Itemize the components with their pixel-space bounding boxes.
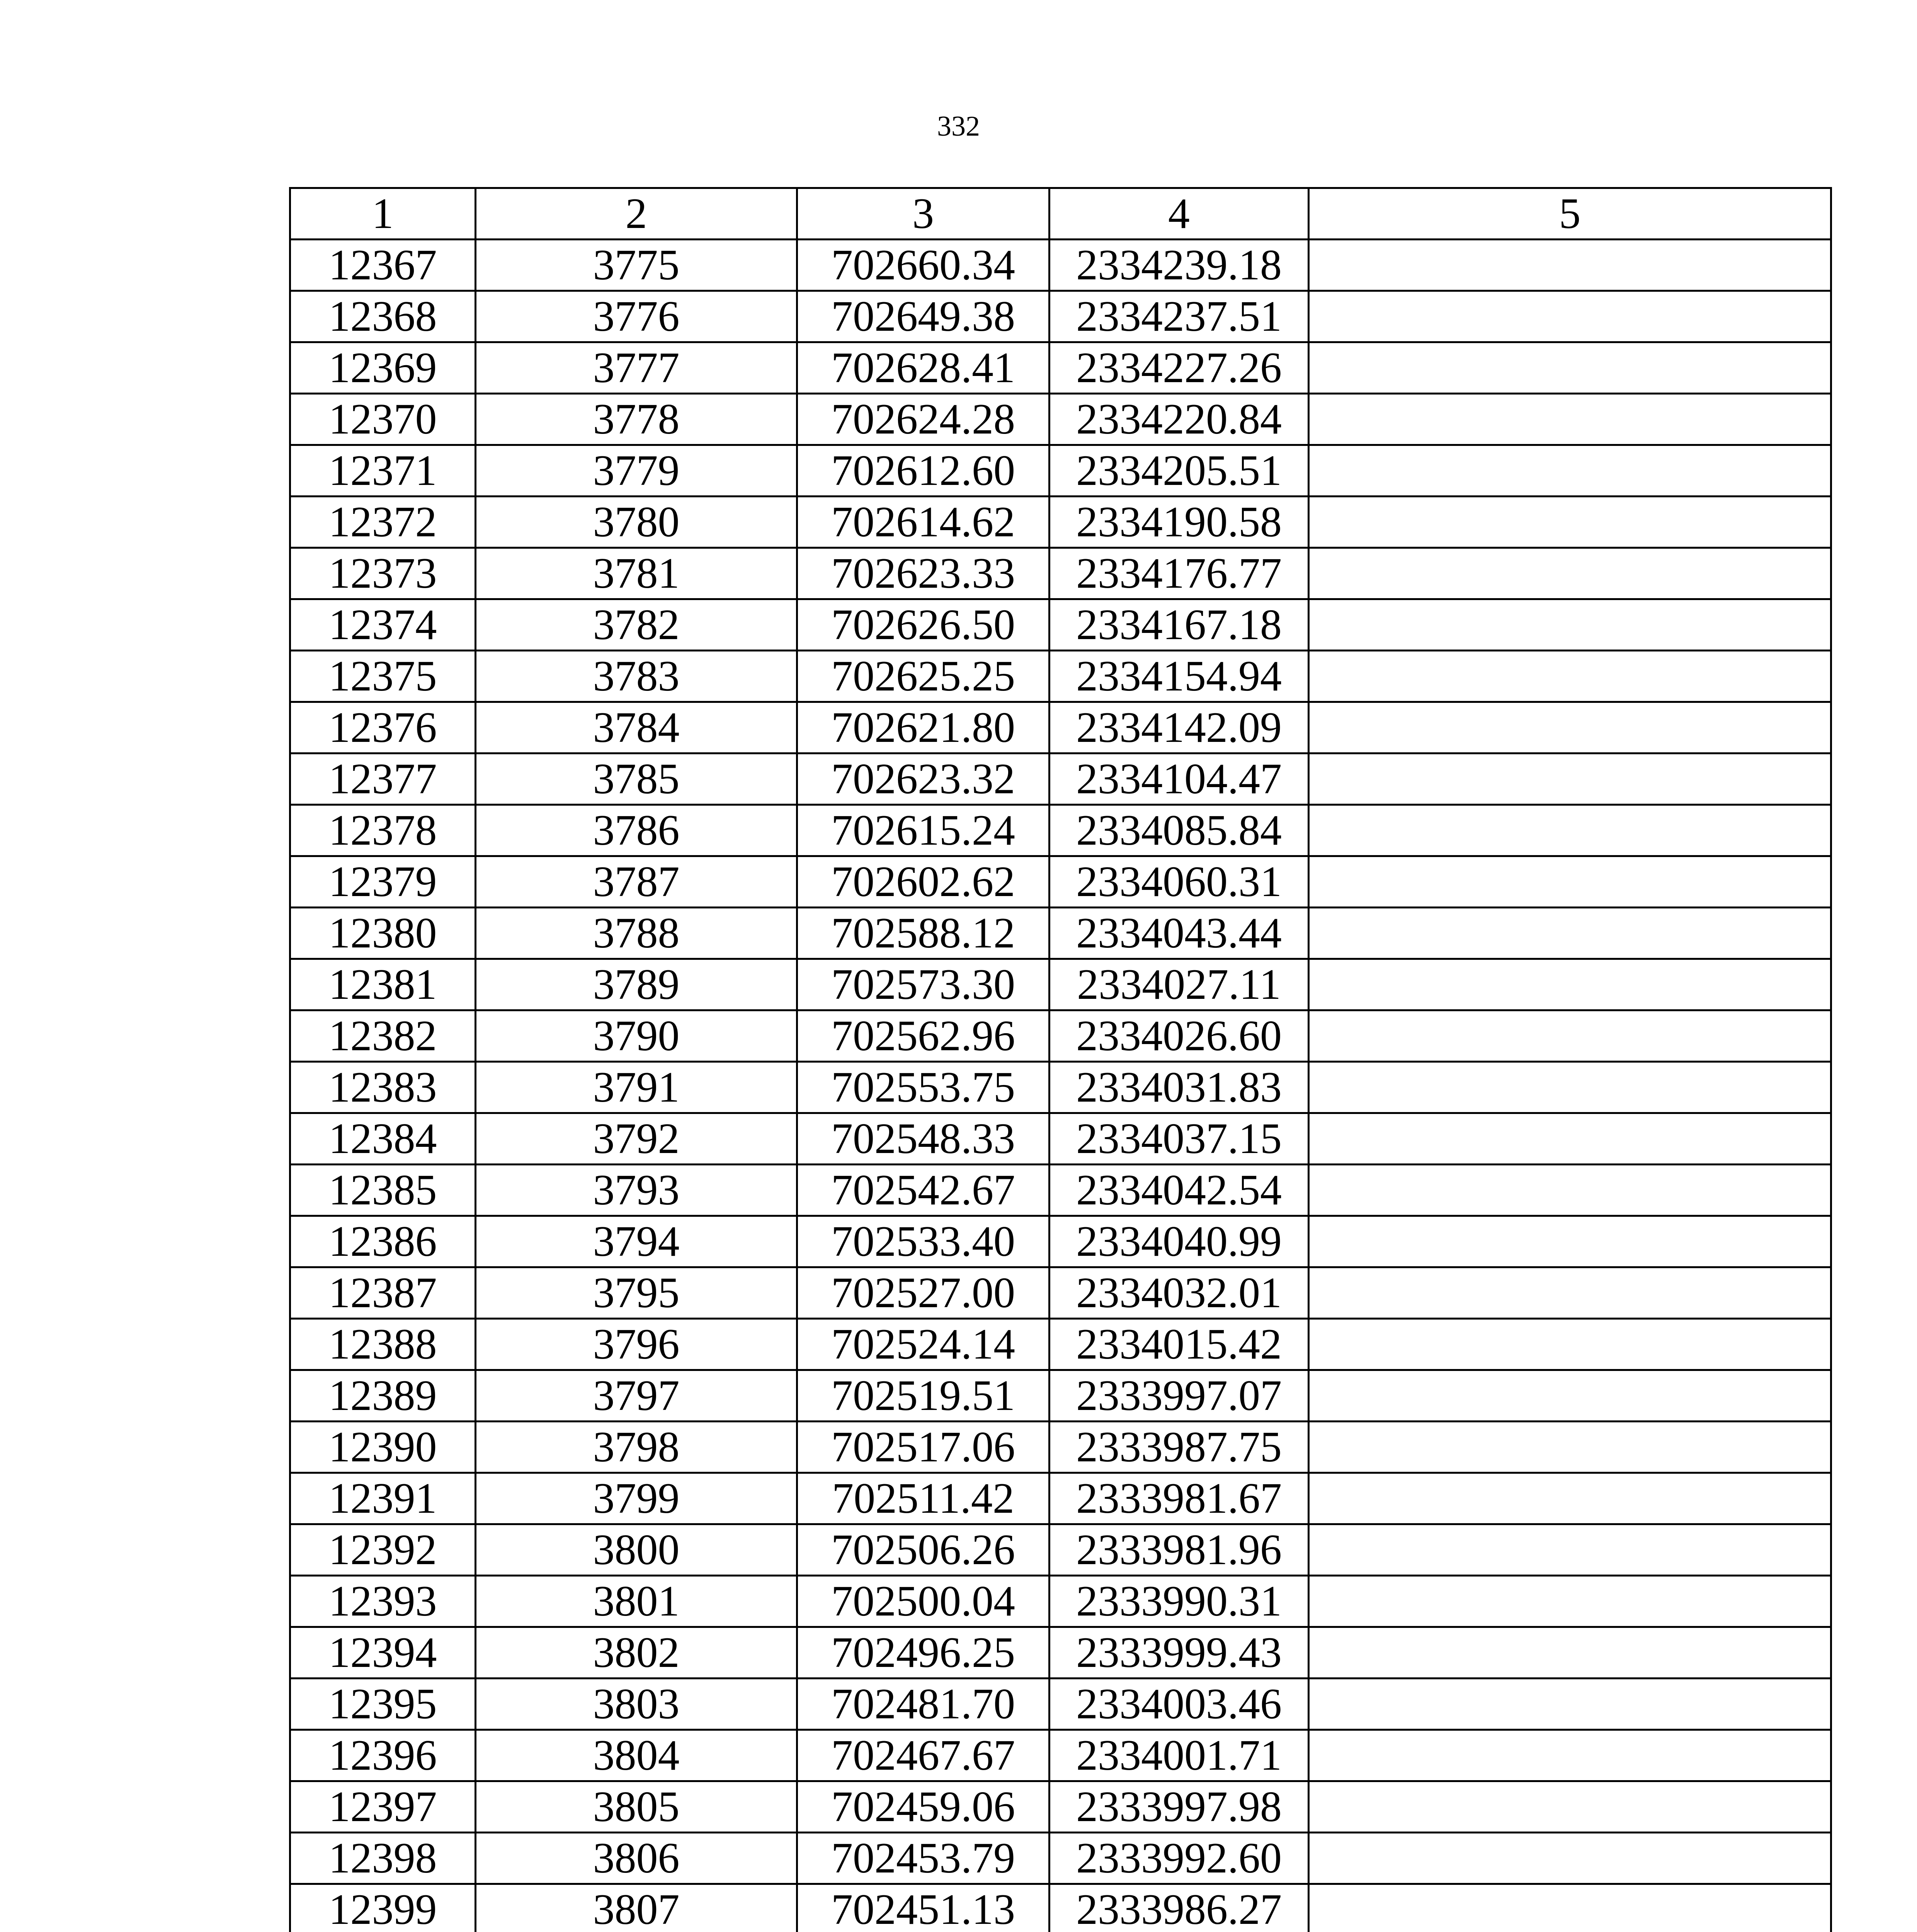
table-row (290, 1267, 1831, 1319)
table-row (290, 342, 1831, 394)
x-coordinate-cell: 702624.28 (797, 394, 1050, 445)
table-row (290, 753, 1831, 805)
y-coordinate-cell: 2334001.71 (1050, 1730, 1309, 1781)
y-coordinate-cell: 2334167.18 (1050, 599, 1309, 651)
y-coordinate-cell: 2333997.98 (1050, 1781, 1309, 1833)
note-cell (1309, 1781, 1831, 1833)
y-coordinate-cell: 2334026.60 (1050, 1010, 1309, 1062)
row-number-cell: 12370 (290, 394, 476, 445)
y-coordinate-cell: 2334104.47 (1050, 753, 1309, 805)
point-number-cell: 3786 (476, 805, 797, 856)
x-coordinate-cell: 702459.06 (797, 1781, 1050, 1833)
note-cell (1309, 394, 1831, 445)
row-number-cell: 12389 (290, 1370, 476, 1422)
note-cell (1309, 599, 1831, 651)
row-number-cell: 12373 (290, 548, 476, 599)
row-number-cell: 12384 (290, 1113, 476, 1165)
note-cell (1309, 1576, 1831, 1627)
table-row (290, 1422, 1831, 1473)
y-coordinate-cell: 2334043.44 (1050, 908, 1309, 959)
x-coordinate-cell: 702511.42 (797, 1473, 1050, 1524)
y-coordinate-cell: 2334237.51 (1050, 291, 1309, 342)
row-number-cell: 12396 (290, 1730, 476, 1781)
column-header-4: 4 (1050, 188, 1309, 240)
table-row (290, 1679, 1831, 1730)
row-number-cell: 12376 (290, 702, 476, 753)
row-number-cell: 12395 (290, 1679, 476, 1730)
point-number-cell: 3807 (476, 1884, 797, 1932)
row-number-cell: 12367 (290, 240, 476, 291)
note-cell (1309, 548, 1831, 599)
note-cell (1309, 342, 1831, 394)
point-number-cell: 3793 (476, 1165, 797, 1216)
x-coordinate-cell: 702612.60 (797, 445, 1050, 497)
row-number-cell: 12368 (290, 291, 476, 342)
y-coordinate-cell: 2334227.26 (1050, 342, 1309, 394)
x-coordinate-cell: 702467.67 (797, 1730, 1050, 1781)
note-cell (1309, 1370, 1831, 1422)
x-coordinate-cell: 702533.40 (797, 1216, 1050, 1267)
note-cell (1309, 1679, 1831, 1730)
y-coordinate-cell: 2334027.11 (1050, 959, 1309, 1010)
point-number-cell: 3795 (476, 1267, 797, 1319)
row-number-cell: 12382 (290, 1010, 476, 1062)
y-coordinate-cell: 2334003.46 (1050, 1679, 1309, 1730)
row-number-cell: 12390 (290, 1422, 476, 1473)
table-row (290, 291, 1831, 342)
note-cell (1309, 240, 1831, 291)
point-number-cell: 3798 (476, 1422, 797, 1473)
table-header-row (290, 188, 1831, 240)
table-row (290, 1319, 1831, 1370)
row-number-cell: 12371 (290, 445, 476, 497)
y-coordinate-cell: 2334239.18 (1050, 240, 1309, 291)
row-number-cell: 12394 (290, 1627, 476, 1679)
note-cell (1309, 445, 1831, 497)
row-number-cell: 12385 (290, 1165, 476, 1216)
row-number-cell: 12372 (290, 497, 476, 548)
point-number-cell: 3799 (476, 1473, 797, 1524)
y-coordinate-cell: 2334037.15 (1050, 1113, 1309, 1165)
note-cell (1309, 1833, 1831, 1884)
column-header-2: 2 (476, 188, 797, 240)
row-number-cell: 12387 (290, 1267, 476, 1319)
y-coordinate-cell: 2334142.09 (1050, 702, 1309, 753)
table-row (290, 548, 1831, 599)
x-coordinate-cell: 702614.62 (797, 497, 1050, 548)
column-header-1: 1 (290, 188, 476, 240)
row-number-cell: 12399 (290, 1884, 476, 1932)
table-row (290, 1524, 1831, 1576)
x-coordinate-cell: 702623.33 (797, 548, 1050, 599)
x-coordinate-cell: 702588.12 (797, 908, 1050, 959)
row-number-cell: 12377 (290, 753, 476, 805)
row-number-cell: 12375 (290, 651, 476, 702)
y-coordinate-cell: 2334060.31 (1050, 856, 1309, 908)
row-number-cell: 12378 (290, 805, 476, 856)
y-coordinate-cell: 2334220.84 (1050, 394, 1309, 445)
table-row (290, 445, 1831, 497)
note-cell (1309, 1319, 1831, 1370)
note-cell (1309, 1473, 1831, 1524)
point-number-cell: 3788 (476, 908, 797, 959)
point-number-cell: 3789 (476, 959, 797, 1010)
x-coordinate-cell: 702553.75 (797, 1062, 1050, 1113)
table-row (290, 240, 1831, 291)
point-number-cell: 3802 (476, 1627, 797, 1679)
note-cell (1309, 856, 1831, 908)
table-row (290, 599, 1831, 651)
table-row (290, 1627, 1831, 1679)
column-header-3: 3 (797, 188, 1050, 240)
table-row (290, 1833, 1831, 1884)
table-row (290, 394, 1831, 445)
table-body (290, 240, 1831, 1932)
point-number-cell: 3797 (476, 1370, 797, 1422)
table-row (290, 1113, 1831, 1165)
y-coordinate-cell: 2334015.42 (1050, 1319, 1309, 1370)
note-cell (1309, 908, 1831, 959)
x-coordinate-cell: 702660.34 (797, 240, 1050, 291)
row-number-cell: 12391 (290, 1473, 476, 1524)
row-number-cell: 12398 (290, 1833, 476, 1884)
y-coordinate-cell: 2333997.07 (1050, 1370, 1309, 1422)
table-row (290, 1010, 1831, 1062)
note-cell (1309, 1884, 1831, 1932)
note-cell (1309, 497, 1831, 548)
point-number-cell: 3801 (476, 1576, 797, 1627)
point-number-cell: 3775 (476, 240, 797, 291)
point-number-cell: 3791 (476, 1062, 797, 1113)
note-cell (1309, 1165, 1831, 1216)
table-row (290, 1730, 1831, 1781)
point-number-cell: 3806 (476, 1833, 797, 1884)
note-cell (1309, 1524, 1831, 1576)
point-number-cell: 3792 (476, 1113, 797, 1165)
row-number-cell: 12388 (290, 1319, 476, 1370)
note-cell (1309, 651, 1831, 702)
note-cell (1309, 1216, 1831, 1267)
note-cell (1309, 1062, 1831, 1113)
y-coordinate-cell: 2333987.75 (1050, 1422, 1309, 1473)
x-coordinate-cell: 702625.25 (797, 651, 1050, 702)
x-coordinate-cell: 702524.14 (797, 1319, 1050, 1370)
x-coordinate-cell: 702496.25 (797, 1627, 1050, 1679)
y-coordinate-cell: 2334190.58 (1050, 497, 1309, 548)
note-cell (1309, 1422, 1831, 1473)
point-number-cell: 3805 (476, 1781, 797, 1833)
table-row (290, 1576, 1831, 1627)
table-row (290, 856, 1831, 908)
table-row (290, 702, 1831, 753)
point-number-cell: 3804 (476, 1730, 797, 1781)
y-coordinate-cell: 2334085.84 (1050, 805, 1309, 856)
x-coordinate-cell: 702542.67 (797, 1165, 1050, 1216)
row-number-cell: 12369 (290, 342, 476, 394)
table-row (290, 1884, 1831, 1932)
x-coordinate-cell: 702562.96 (797, 1010, 1050, 1062)
row-number-cell: 12380 (290, 908, 476, 959)
note-cell (1309, 1627, 1831, 1679)
x-coordinate-cell: 702519.51 (797, 1370, 1050, 1422)
x-coordinate-cell: 702615.24 (797, 805, 1050, 856)
point-number-cell: 3800 (476, 1524, 797, 1576)
row-number-cell: 12374 (290, 599, 476, 651)
note-cell (1309, 805, 1831, 856)
point-number-cell: 3785 (476, 753, 797, 805)
y-coordinate-cell: 2334042.54 (1050, 1165, 1309, 1216)
row-number-cell: 12386 (290, 1216, 476, 1267)
x-coordinate-cell: 702621.80 (797, 702, 1050, 753)
point-number-cell: 3796 (476, 1319, 797, 1370)
column-header-5: 5 (1309, 188, 1831, 240)
point-number-cell: 3784 (476, 702, 797, 753)
coordinates-table (289, 187, 1832, 1932)
table-row (290, 959, 1831, 1010)
row-number-cell: 12393 (290, 1576, 476, 1627)
table-row (290, 1781, 1831, 1833)
x-coordinate-cell: 702602.62 (797, 856, 1050, 908)
y-coordinate-cell: 2334154.94 (1050, 651, 1309, 702)
x-coordinate-cell: 702481.70 (797, 1679, 1050, 1730)
point-number-cell: 3780 (476, 497, 797, 548)
row-number-cell: 12392 (290, 1524, 476, 1576)
row-number-cell: 12381 (290, 959, 476, 1010)
y-coordinate-cell: 2333981.96 (1050, 1524, 1309, 1576)
note-cell (1309, 1010, 1831, 1062)
x-coordinate-cell: 702500.04 (797, 1576, 1050, 1627)
x-coordinate-cell: 702628.41 (797, 342, 1050, 394)
x-coordinate-cell: 702548.33 (797, 1113, 1050, 1165)
note-cell (1309, 702, 1831, 753)
table-row (290, 1473, 1831, 1524)
x-coordinate-cell: 702506.26 (797, 1524, 1050, 1576)
row-number-cell: 12383 (290, 1062, 476, 1113)
y-coordinate-cell: 2334205.51 (1050, 445, 1309, 497)
x-coordinate-cell: 702649.38 (797, 291, 1050, 342)
x-coordinate-cell: 702453.79 (797, 1833, 1050, 1884)
point-number-cell: 3787 (476, 856, 797, 908)
table-row (290, 1165, 1831, 1216)
point-number-cell: 3803 (476, 1679, 797, 1730)
table-row (290, 908, 1831, 959)
point-number-cell: 3782 (476, 599, 797, 651)
note-cell (1309, 1267, 1831, 1319)
x-coordinate-cell: 702517.06 (797, 1422, 1050, 1473)
point-number-cell: 3794 (476, 1216, 797, 1267)
point-number-cell: 3790 (476, 1010, 797, 1062)
table-row (290, 497, 1831, 548)
table-row (290, 1062, 1831, 1113)
point-number-cell: 3779 (476, 445, 797, 497)
note-cell (1309, 1730, 1831, 1781)
point-number-cell: 3776 (476, 291, 797, 342)
note-cell (1309, 959, 1831, 1010)
row-number-cell: 12379 (290, 856, 476, 908)
y-coordinate-cell: 2334032.01 (1050, 1267, 1309, 1319)
x-coordinate-cell: 702573.30 (797, 959, 1050, 1010)
table-row (290, 1370, 1831, 1422)
point-number-cell: 3783 (476, 651, 797, 702)
x-coordinate-cell: 702623.32 (797, 753, 1050, 805)
y-coordinate-cell: 2333990.31 (1050, 1576, 1309, 1627)
note-cell (1309, 753, 1831, 805)
table-row (290, 651, 1831, 702)
y-coordinate-cell: 2334031.83 (1050, 1062, 1309, 1113)
y-coordinate-cell: 2334040.99 (1050, 1216, 1309, 1267)
note-cell (1309, 291, 1831, 342)
y-coordinate-cell: 2333999.43 (1050, 1627, 1309, 1679)
point-number-cell: 3777 (476, 342, 797, 394)
page-number: 332 (937, 111, 980, 142)
y-coordinate-cell: 2333992.60 (1050, 1833, 1309, 1884)
x-coordinate-cell: 702451.13 (797, 1884, 1050, 1932)
point-number-cell: 3781 (476, 548, 797, 599)
x-coordinate-cell: 702527.00 (797, 1267, 1050, 1319)
point-number-cell: 3778 (476, 394, 797, 445)
y-coordinate-cell: 2334176.77 (1050, 548, 1309, 599)
table-row (290, 805, 1831, 856)
table-row (290, 1216, 1831, 1267)
row-number-cell: 12397 (290, 1781, 476, 1833)
y-coordinate-cell: 2333986.27 (1050, 1884, 1309, 1932)
y-coordinate-cell: 2333981.67 (1050, 1473, 1309, 1524)
note-cell (1309, 1113, 1831, 1165)
x-coordinate-cell: 702626.50 (797, 599, 1050, 651)
